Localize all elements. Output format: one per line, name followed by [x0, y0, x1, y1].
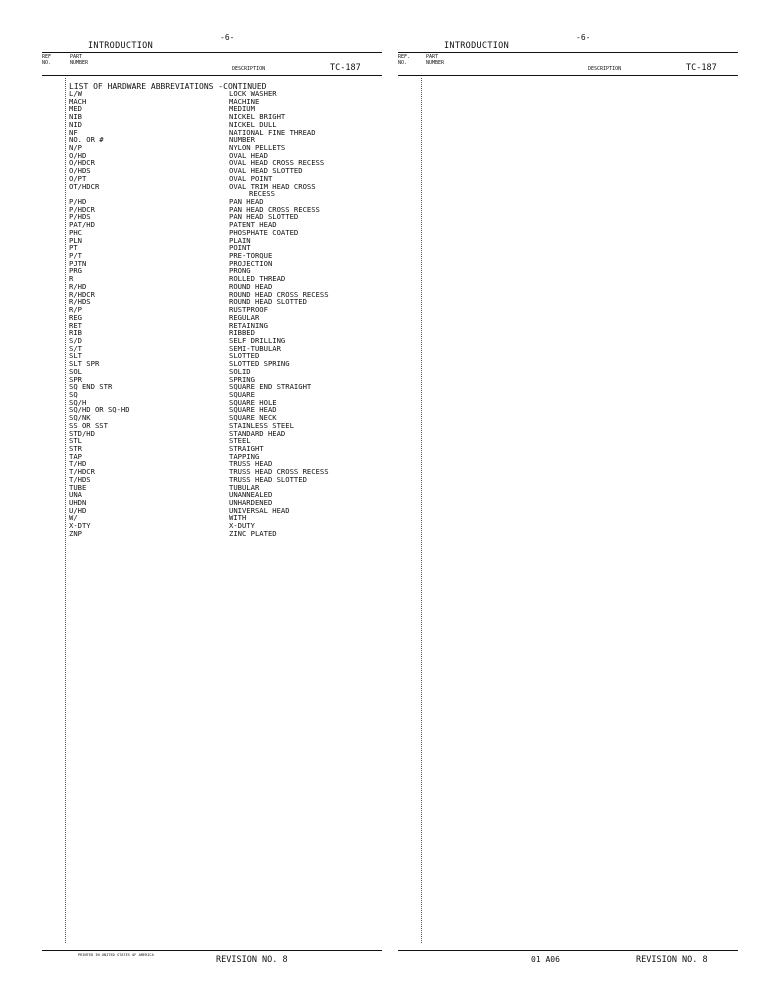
column-header-rule	[398, 75, 738, 76]
list-item	[69, 152, 379, 160]
abbreviation-description: NUMBER	[229, 135, 255, 145]
right-page	[398, 0, 738, 1000]
abbreviation-code: P/HD	[69, 197, 87, 207]
abbreviation-description: ZINC PLATED	[229, 528, 277, 538]
abbreviation-description: SLOTTED SPRING	[229, 359, 290, 369]
list-item	[69, 368, 379, 376]
ref-column-divider	[421, 78, 422, 943]
abbreviation-code: O/HD	[69, 150, 87, 160]
abbreviation-code: UHDN	[69, 498, 87, 508]
abbreviation-code: W/	[69, 513, 78, 523]
abbreviation-description: STEEL	[229, 436, 251, 446]
abbreviation-description: STANDARD HEAD	[229, 428, 286, 438]
section-title: INTRODUCTION	[88, 41, 154, 51]
abbreviation-code: S/D	[69, 335, 82, 345]
abbreviation-description: WITH	[229, 513, 247, 523]
column-header-part-number: PART NUMBER	[70, 54, 89, 66]
abbreviation-description: POINT	[229, 243, 251, 253]
list-item	[69, 144, 379, 152]
revision-number: REVISION NO. 8	[636, 955, 708, 965]
abbreviation-code: R/HDCR	[69, 289, 95, 299]
printed-note: PRINTED IN UNITED STATES OF AMERICA	[78, 953, 154, 957]
list-item	[69, 422, 379, 430]
list-item	[69, 460, 379, 468]
abbreviation-code: R/HDS	[69, 297, 91, 307]
abbreviation-description: PAN HEAD SLOTTED	[229, 212, 299, 222]
abbreviation-description: ROUND HEAD CROSS RECESS	[229, 289, 329, 299]
list-item	[69, 414, 379, 422]
column-header-description: DESCRIPTION	[588, 66, 622, 72]
abbreviation-description: SPRING	[229, 374, 255, 384]
abbreviation-code: SLT SPR	[69, 359, 100, 369]
column-header-rule	[42, 75, 382, 76]
list-item	[69, 298, 379, 306]
abbreviation-description: MACHINE	[229, 96, 260, 106]
abbreviation-description: TRUSS HEAD SLOTTED	[229, 474, 307, 484]
list-item	[69, 175, 379, 183]
abbreviation-code: REG	[69, 312, 82, 322]
abbreviation-code: P/T	[69, 251, 82, 261]
abbreviation-code: P/HDS	[69, 212, 91, 222]
abbreviation-code: SPR	[69, 374, 82, 384]
abbreviation-code: SLT	[69, 351, 82, 361]
abbreviation-description: PRE-TORQUE	[229, 251, 273, 261]
abbreviation-description: UNIVERSAL HEAD	[229, 505, 290, 515]
list-item	[69, 468, 379, 476]
abbreviation-description: MEDIUM	[229, 104, 255, 114]
abbreviation-code: PRG	[69, 266, 82, 276]
abbreviation-code: T/HDCR	[69, 467, 95, 477]
abbreviation-description: SQUARE HEAD	[229, 405, 277, 415]
list-item	[69, 491, 379, 499]
abbreviation-description: SQUARE	[229, 389, 255, 399]
abbreviation-description: STRAIGHT	[229, 444, 264, 454]
abbreviation-description: X-DUTY	[229, 521, 255, 531]
abbreviation-code: STL	[69, 436, 82, 446]
column-header-ref-no: REF. NO.	[398, 54, 411, 66]
column-header-description: DESCRIPTION	[232, 66, 266, 72]
header-rule	[42, 52, 382, 53]
list-item	[69, 376, 379, 384]
abbreviation-description: UNANNEALED	[229, 490, 273, 500]
abbreviation-description: ROLLED THREAD	[229, 274, 286, 284]
list-item	[69, 260, 379, 268]
list-item	[69, 499, 379, 507]
abbreviation-code: PT	[69, 243, 78, 253]
list-item	[69, 98, 379, 106]
list-item	[69, 129, 379, 137]
list-item	[69, 391, 379, 399]
list-item	[69, 267, 379, 275]
abbreviation-code: PLN	[69, 235, 82, 245]
abbreviation-description: OVAL HEAD SLOTTED	[229, 166, 303, 176]
list-item	[69, 337, 379, 345]
abbreviation-description: OVAL HEAD	[229, 150, 268, 160]
abbreviation-description: RIBBED	[229, 328, 255, 338]
ref-column-divider	[65, 78, 66, 943]
abbreviation-code: SS OR SST	[69, 420, 108, 430]
abbreviation-description: SQUARE HOLE	[229, 397, 277, 407]
abbreviation-description: TAPPING	[229, 451, 260, 461]
list-item	[69, 352, 379, 360]
list-item	[69, 522, 379, 530]
list-item	[69, 514, 379, 522]
abbreviation-code: P/HDCR	[69, 204, 95, 214]
list-item	[69, 221, 379, 229]
list-heading: LIST OF HARDWARE ABBREVIATIONS -CONTINUED	[69, 82, 267, 91]
page-number: -6-	[576, 33, 591, 42]
list-item	[69, 283, 379, 291]
list-item	[69, 314, 379, 322]
abbreviation-description: NICKEL BRIGHT	[229, 112, 286, 122]
abbreviation-code: O/PT	[69, 173, 87, 183]
abbreviation-description: SQUARE NECK	[229, 413, 277, 423]
abbreviation-code: PHC	[69, 227, 82, 237]
header-rule	[398, 52, 738, 53]
abbreviation-description: NATIONAL FINE THREAD	[229, 127, 316, 137]
abbreviation-code: O/HDS	[69, 166, 91, 176]
abbreviation-code: SQ/HD OR SQ-HD	[69, 405, 130, 415]
abbreviation-code: RET	[69, 320, 82, 330]
abbreviation-code: OT/HDCR	[69, 181, 100, 191]
list-item	[69, 159, 379, 167]
abbreviation-description: RUSTPROOF	[229, 305, 268, 315]
abbreviation-description: PAN HEAD	[229, 197, 264, 207]
abbreviation-description: PATENT HEAD	[229, 220, 277, 230]
abbreviation-code: MACH	[69, 96, 87, 106]
list-item	[69, 105, 379, 113]
abbreviation-description: NYLON PELLETS	[229, 143, 286, 153]
list-item	[69, 445, 379, 453]
abbreviation-description: PAN HEAD CROSS RECESS	[229, 204, 320, 214]
list-item	[69, 213, 379, 221]
abbreviation-description: PLAIN	[229, 235, 251, 245]
abbreviation-code: T/HDS	[69, 474, 91, 484]
abbreviation-description: ROUND HEAD SLOTTED	[229, 297, 307, 307]
list-item	[69, 275, 379, 283]
abbreviation-code: SQ/NK	[69, 413, 91, 423]
abbreviation-description: OVAL POINT	[229, 173, 273, 183]
list-item	[69, 252, 379, 260]
abbreviation-description: TUBULAR	[229, 482, 260, 492]
list-item	[69, 291, 379, 299]
abbreviation-code: RIB	[69, 328, 82, 338]
abbreviation-code: U/HD	[69, 505, 87, 515]
list-item	[69, 113, 379, 121]
abbreviation-code: NF	[69, 127, 78, 137]
list-item	[69, 244, 379, 252]
revision-number: REVISION NO. 8	[216, 955, 288, 965]
left-page	[42, 0, 382, 1000]
column-header-part-number: PART NUMBER	[426, 54, 445, 66]
abbreviation-code: T/HD	[69, 459, 87, 469]
column-header-ref-no: REF NO.	[42, 54, 52, 66]
list-item	[69, 206, 379, 214]
abbreviation-code: N/P	[69, 143, 82, 153]
abbreviation-code: R/P	[69, 305, 82, 315]
list-item	[69, 121, 379, 129]
list-item	[69, 453, 379, 461]
list-item	[69, 136, 379, 144]
abbreviation-code: MED	[69, 104, 82, 114]
abbreviation-code: NO. OR #	[69, 135, 104, 145]
footer-rule	[398, 950, 738, 951]
list-item	[69, 167, 379, 175]
abbreviation-code: R	[69, 274, 74, 284]
abbreviation-description: SELF DRILLING	[229, 335, 286, 345]
abbreviation-description: STAINLESS STEEL	[229, 420, 294, 430]
abbreviation-description: SQUARE END STRAIGHT	[229, 382, 312, 392]
footer-rule	[42, 950, 382, 951]
list-item	[69, 507, 379, 515]
page-number: -6-	[220, 33, 235, 42]
list-item	[69, 237, 379, 245]
abbreviation-description: TRUSS HEAD	[229, 459, 273, 469]
abbreviation-code: NIB	[69, 112, 82, 122]
list-item	[69, 430, 379, 438]
abbreviation-code: NID	[69, 119, 82, 129]
list-item	[69, 198, 379, 206]
list-item	[69, 383, 379, 391]
abbreviation-code: L/W	[69, 89, 82, 98]
abbreviation-code: X-DTY	[69, 521, 91, 531]
abbreviation-description: ROUND HEAD	[229, 281, 273, 291]
list-item	[69, 437, 379, 445]
abbreviation-description: OVAL TRIM HEAD CROSS	[229, 181, 316, 191]
abbreviation-code: SQ	[69, 389, 78, 399]
abbreviation-list	[69, 90, 379, 538]
abbreviation-code: TUBE	[69, 482, 87, 492]
list-item	[69, 229, 379, 237]
abbreviation-code: S/T	[69, 343, 82, 353]
abbreviation-description: REGULAR	[229, 312, 260, 322]
abbreviation-code: R/HD	[69, 281, 87, 291]
abbreviation-description: SLOTTED	[229, 351, 260, 361]
abbreviation-code: PJTN	[69, 258, 87, 268]
abbreviation-code: UNA	[69, 490, 82, 500]
abbreviation-code: TAP	[69, 451, 82, 461]
abbreviation-code: O/HDCR	[69, 158, 95, 168]
list-item	[69, 476, 379, 484]
list-item	[69, 90, 379, 98]
list-item	[69, 406, 379, 414]
abbreviation-description: RETAINING	[229, 320, 268, 330]
section-title: INTRODUCTION	[444, 41, 510, 51]
list-item	[69, 306, 379, 314]
abbreviation-description: TRUSS HEAD CROSS RECESS	[229, 467, 329, 477]
abbreviation-description: PROJECTION	[229, 258, 273, 268]
abbreviation-description: UNHARDENED	[229, 498, 273, 508]
abbreviation-description: SOLID	[229, 366, 251, 376]
list-item	[69, 329, 379, 337]
abbreviation-code: SQ/H	[69, 397, 87, 407]
list-item	[69, 530, 379, 538]
tc-code: TC-187	[330, 63, 361, 73]
abbreviation-code: SOL	[69, 366, 82, 376]
abbreviation-description: NICKEL DULL	[229, 119, 277, 129]
list-item	[69, 322, 379, 330]
abbreviation-description: SEMI-TUBULAR	[229, 343, 281, 353]
abbreviation-code: STD/HD	[69, 428, 95, 438]
tc-code: TC-187	[686, 63, 717, 73]
document-code: 01 A06	[531, 955, 560, 964]
abbreviation-code: PAT/HD	[69, 220, 95, 230]
abbreviation-description: PRONG	[229, 266, 251, 276]
list-item	[69, 484, 379, 492]
abbreviation-code: SQ END STR	[69, 382, 113, 392]
list-item	[69, 345, 379, 353]
abbreviation-code: STR	[69, 444, 82, 454]
abbreviation-description-continuation: RECESS	[249, 189, 275, 199]
abbreviation-description: LOCK WASHER	[229, 89, 277, 98]
abbreviation-code: ZNP	[69, 528, 82, 538]
list-item	[69, 183, 379, 198]
list-item	[69, 360, 379, 368]
abbreviation-description: OVAL HEAD CROSS RECESS	[229, 158, 325, 168]
abbreviation-description: PHOSPHATE COATED	[229, 227, 299, 237]
